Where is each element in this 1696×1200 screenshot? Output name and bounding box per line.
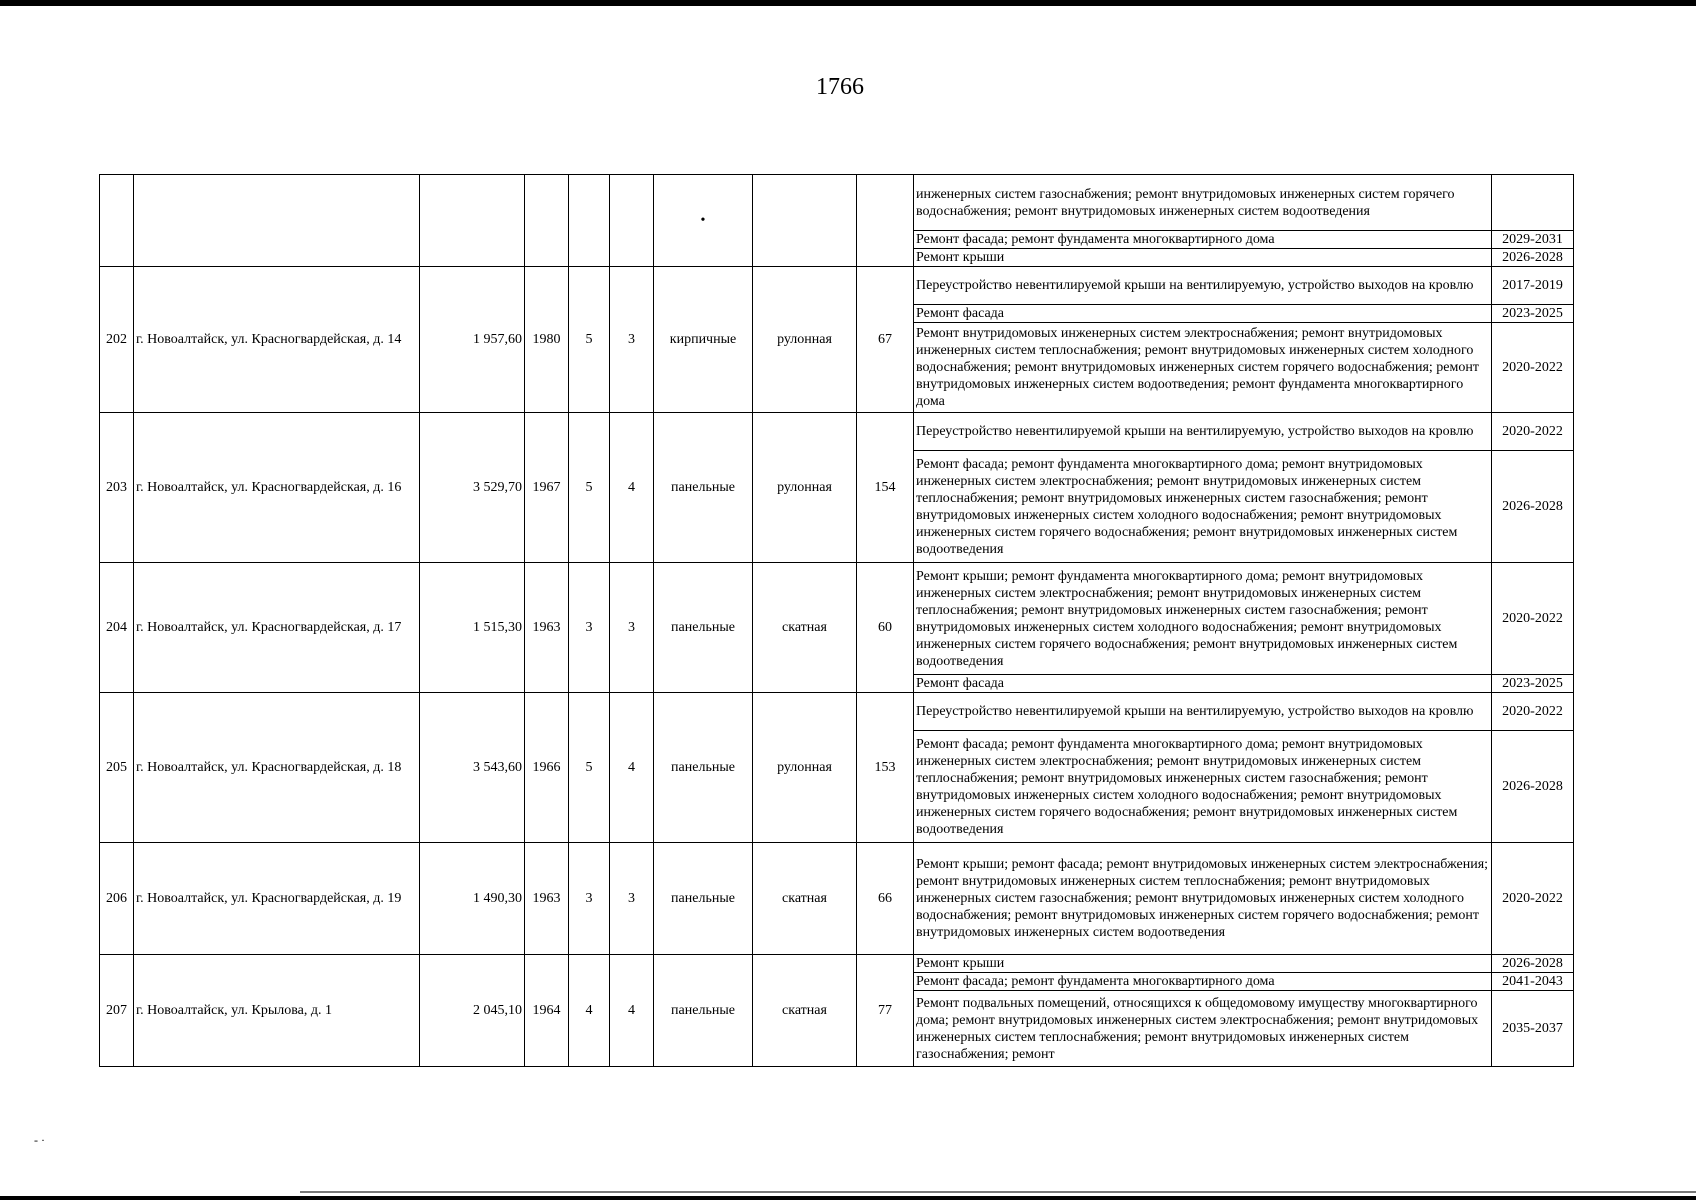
- cell-year: [525, 175, 569, 267]
- cell-work-years: 2026-2028: [1492, 249, 1574, 267]
- cell-num: 202: [100, 267, 134, 413]
- table-row: [100, 843, 1574, 955]
- cell-address: [134, 175, 420, 267]
- cell-work-years: 2029-2031: [1492, 231, 1574, 249]
- cell-num: 205: [100, 693, 134, 843]
- cell-work-years: 2020-2022: [1492, 413, 1574, 451]
- cell-year: 1964: [525, 955, 569, 1067]
- cell-work-description: Ремонт фасада; ремонт фундамента многоквартирного дома; ремонт внутридомовых инженерных систем электроснабжения; ремонт внутридомовых инженерных систем теплоснабжения; ремонт внутридомовых инженерных систем газоснабжения; ремонт внутридомовых инженерных систем холодного водоснабжения; ремонт внутридомовых инженерных систем горячего водоснабжения; ремонт внутридомовых инженерных систем водоотведения: [914, 451, 1492, 563]
- cell-area: 2 045,10: [420, 955, 525, 1067]
- scan-bottom-edge: [0, 1196, 1696, 1200]
- cell-work-years: 2017-2019: [1492, 267, 1574, 305]
- cell-walls: панельные: [654, 955, 753, 1067]
- cell-work-description: Переустройство невентилируемой крыши на вентилируемую, устройство выходов на кровлю: [914, 267, 1492, 305]
- table-row: [100, 413, 1574, 451]
- registry-table-wrapper: [99, 174, 1574, 1067]
- cell-roof: рулонная: [753, 693, 857, 843]
- stray-mark: - ·: [34, 1133, 45, 1147]
- cell-year: 1967: [525, 413, 569, 563]
- cell-residents: 153: [857, 693, 914, 843]
- cell-floors: 5: [569, 693, 610, 843]
- cell-floors: 5: [569, 267, 610, 413]
- cell-floors: [569, 175, 610, 267]
- cell-roof: скатная: [753, 843, 857, 955]
- cell-walls: панельные: [654, 843, 753, 955]
- table-row: [100, 175, 1574, 231]
- registry-table-body: [100, 175, 1574, 1067]
- cell-work-years: 2026-2028: [1492, 731, 1574, 843]
- cell-work-description: Ремонт крыши; ремонт фундамента многоквартирного дома; ремонт внутридомовых инженерных систем электроснабжения; ремонт внутридомовых инженерных систем теплоснабжения; ремонт внутридомовых инженерных систем газоснабжения; ремонт внутридомовых инженерных систем холодного водоснабжения; ремонт внутридомовых инженерных систем горячего водоснабжения; ремонт внутридомовых инженерных систем водоотведения: [914, 563, 1492, 675]
- cell-work-description: Ремонт крыши: [914, 955, 1492, 973]
- cell-num: [100, 175, 134, 267]
- cell-roof: рулонная: [753, 413, 857, 563]
- cell-residents: 77: [857, 955, 914, 1067]
- cell-work-years: 2020-2022: [1492, 563, 1574, 675]
- cell-entrances: [610, 175, 654, 267]
- cell-roof: [753, 175, 857, 267]
- scan-bottom-line: [300, 1191, 1696, 1193]
- cell-address: г. Новоалтайск, ул. Красногвардейская, д. 17: [134, 563, 420, 693]
- cell-residents: [857, 175, 914, 267]
- cell-floors: 5: [569, 413, 610, 563]
- cell-floors: 3: [569, 843, 610, 955]
- cell-address: г. Новоалтайск, ул. Красногвардейская, д. 19: [134, 843, 420, 955]
- cell-address: г. Новоалтайск, ул. Красногвардейская, д. 14: [134, 267, 420, 413]
- cell-residents: 66: [857, 843, 914, 955]
- registry-table: [99, 174, 1574, 1067]
- cell-entrances: 4: [610, 955, 654, 1067]
- cell-entrances: 3: [610, 267, 654, 413]
- cell-address: г. Новоалтайск, ул. Красногвардейская, д. 18: [134, 693, 420, 843]
- cell-entrances: 4: [610, 693, 654, 843]
- page-number: 1766: [816, 74, 864, 100]
- cell-walls: панельные: [654, 693, 753, 843]
- cell-work-description: Ремонт фасада; ремонт фундамента многоквартирного дома: [914, 973, 1492, 991]
- cell-entrances: 3: [610, 563, 654, 693]
- cell-area: 1 490,30: [420, 843, 525, 955]
- cell-area: [420, 175, 525, 267]
- table-row: [100, 955, 1574, 973]
- cell-work-description: Ремонт фасада; ремонт фундамента многоквартирного дома; ремонт внутридомовых инженерных систем электроснабжения; ремонт внутридомовых инженерных систем теплоснабжения; ремонт внутридомовых инженерных систем газоснабжения; ремонт внутридомовых инженерных систем холодного водоснабжения; ремонт внутридомовых инженерных систем горячего водоснабжения; ремонт внутридомовых инженерных систем водоотведения: [914, 731, 1492, 843]
- cell-roof: скатная: [753, 563, 857, 693]
- cell-work-years: 2026-2028: [1492, 451, 1574, 563]
- cell-area: 1 957,60: [420, 267, 525, 413]
- cell-address: г. Новоалтайск, ул. Крылова, д. 1: [134, 955, 420, 1067]
- cell-work-years: 2023-2025: [1492, 675, 1574, 693]
- cell-residents: 60: [857, 563, 914, 693]
- cell-year: 1966: [525, 693, 569, 843]
- cell-work-description: Ремонт фасада; ремонт фундамента многоквартирного дома: [914, 231, 1492, 249]
- cell-roof: скатная: [753, 955, 857, 1067]
- cell-walls: панельные: [654, 563, 753, 693]
- cell-work-description: Переустройство невентилируемой крыши на вентилируемую, устройство выходов на кровлю: [914, 693, 1492, 731]
- cell-floors: 3: [569, 563, 610, 693]
- cell-work-description: Ремонт внутридомовых инженерных систем электроснабжения; ремонт внутридомовых инженерных систем теплоснабжения; ремонт внутридомовых инженерных систем холодного водоснабжения; ремонт внутридомовых инженерных систем горячего водоснабжения; ремонт внутридомовых инженерных систем водоотведения; ремонт фундамента многоквартирного дома: [914, 323, 1492, 413]
- cell-floors: 4: [569, 955, 610, 1067]
- cell-num: 204: [100, 563, 134, 693]
- cell-work-years: 2020-2022: [1492, 323, 1574, 413]
- cell-roof: рулонная: [753, 267, 857, 413]
- cell-walls: кирпичные: [654, 267, 753, 413]
- cell-work-years: 2041-2043: [1492, 973, 1574, 991]
- cell-work-years: 2020-2022: [1492, 843, 1574, 955]
- cell-num: 203: [100, 413, 134, 563]
- cell-work-years: 2020-2022: [1492, 693, 1574, 731]
- cell-walls: •: [654, 175, 753, 267]
- cell-num: 206: [100, 843, 134, 955]
- cell-work-description: Ремонт крыши; ремонт фасада; ремонт внутридомовых инженерных систем электроснабжения; ремонт внутридомовых инженерных систем теплоснабжения; ремонт внутридомовых инженерных систем газоснабжения; ремонт внутридомовых инженерных систем холодного водоснабжения; ремонт внутридомовых инженерных систем горячего водоснабжения; ремонт внутридомовых инженерных систем водоотведения: [914, 843, 1492, 955]
- table-row: [100, 563, 1574, 675]
- cell-area: 1 515,30: [420, 563, 525, 693]
- cell-work-description: Ремонт фасада: [914, 675, 1492, 693]
- cell-address: г. Новоалтайск, ул. Красногвардейская, д. 16: [134, 413, 420, 563]
- cell-entrances: 3: [610, 843, 654, 955]
- cell-work-description: Ремонт фасада: [914, 305, 1492, 323]
- cell-work-years: 2035-2037: [1492, 991, 1574, 1067]
- cell-area: 3 529,70: [420, 413, 525, 563]
- scan-top-edge: [0, 0, 1696, 6]
- table-row: [100, 693, 1574, 731]
- cell-work-years: 2026-2028: [1492, 955, 1574, 973]
- cell-work-description: Переустройство невентилируемой крыши на вентилируемую, устройство выходов на кровлю: [914, 413, 1492, 451]
- cell-entrances: 4: [610, 413, 654, 563]
- cell-work-years: [1492, 175, 1574, 231]
- cell-year: 1963: [525, 563, 569, 693]
- cell-work-years: 2023-2025: [1492, 305, 1574, 323]
- cell-work-description: Ремонт крыши: [914, 249, 1492, 267]
- cell-residents: 67: [857, 267, 914, 413]
- table-row: [100, 267, 1574, 305]
- cell-residents: 154: [857, 413, 914, 563]
- cell-work-description: Ремонт подвальных помещений, относящихся к общедомовому имуществу многоквартирного дома; ремонт внутридомовых инженерных систем электроснабжения; ремонт внутридомовых инженерных систем теплоснабжения; ремонт внутридомовых инженерных систем газоснабжения; ремонт: [914, 991, 1492, 1067]
- cell-area: 3 543,60: [420, 693, 525, 843]
- cell-work-description: инженерных систем газоснабжения; ремонт внутридомовых инженерных систем горячего водоснабжения; ремонт внутридомовых инженерных систем водоотведения: [914, 175, 1492, 231]
- cell-num: 207: [100, 955, 134, 1067]
- cell-walls: панельные: [654, 413, 753, 563]
- cell-year: 1963: [525, 843, 569, 955]
- cell-year: 1980: [525, 267, 569, 413]
